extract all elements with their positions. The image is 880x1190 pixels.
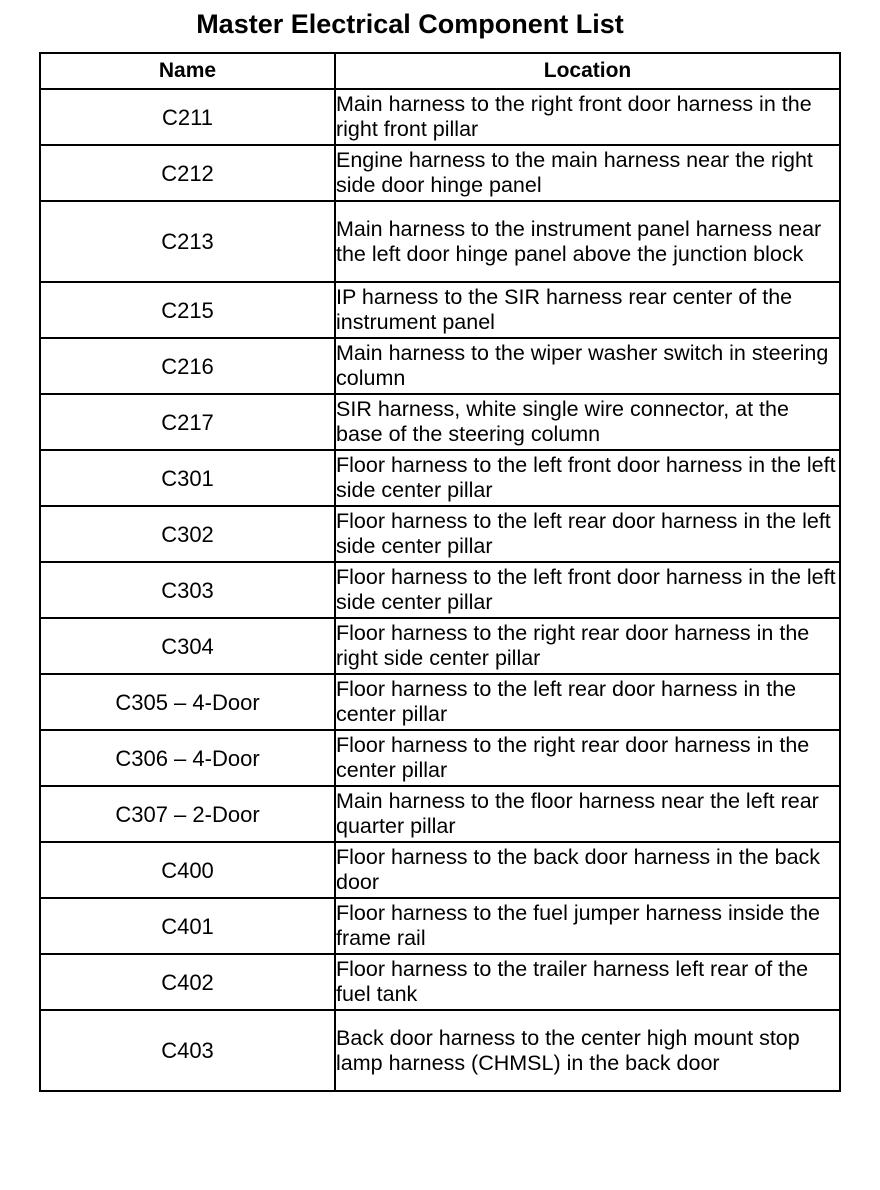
component-name-cell: C304 bbox=[40, 618, 335, 674]
component-location-cell: Floor harness to the right rear door harness in the center pillar bbox=[335, 730, 840, 786]
table-row bbox=[40, 842, 840, 898]
component-location-cell: Floor harness to the trailer harness left rear of the fuel tank bbox=[335, 954, 840, 1010]
component-name-cell: C400 bbox=[40, 842, 335, 898]
table-row bbox=[40, 1010, 840, 1091]
page-title: Master Electrical Component List bbox=[196, 9, 624, 39]
component-name-cell: C306 – 4-Door bbox=[40, 730, 335, 786]
component-location-cell: Main harness to the wiper washer switch in steering column bbox=[335, 338, 840, 394]
component-location-cell: IP harness to the SIR harness rear center of the instrument panel bbox=[335, 282, 840, 338]
table-row bbox=[40, 145, 840, 201]
component-name-cell: C401 bbox=[40, 898, 335, 954]
table-row bbox=[40, 450, 840, 506]
component-name-cell: C302 bbox=[40, 506, 335, 562]
component-name-cell: C403 bbox=[40, 1010, 335, 1091]
component-location-cell: Main harness to the instrument panel harness near the left door hinge panel above the junction block bbox=[335, 201, 840, 282]
table-row bbox=[40, 201, 840, 282]
table-row bbox=[40, 338, 840, 394]
table-row bbox=[40, 282, 840, 338]
component-name-cell: C305 – 4-Door bbox=[40, 674, 335, 730]
component-name-cell: C307 – 2-Door bbox=[40, 786, 335, 842]
component-name-cell: C217 bbox=[40, 394, 335, 450]
component-name-cell: C211 bbox=[40, 89, 335, 145]
component-location-cell: Main harness to the right front door harness in the right front pillar bbox=[335, 89, 840, 145]
table-row bbox=[40, 562, 840, 618]
component-location-cell: Floor harness to the fuel jumper harness inside the frame rail bbox=[335, 898, 840, 954]
table-row bbox=[40, 730, 840, 786]
table-row bbox=[40, 674, 840, 730]
component-name-cell: C216 bbox=[40, 338, 335, 394]
column-header-location: Location bbox=[335, 53, 840, 89]
table-row bbox=[40, 618, 840, 674]
component-location-cell: Floor harness to the left front door harness in the left side center pillar bbox=[335, 562, 840, 618]
component-name-cell: C213 bbox=[40, 201, 335, 282]
component-location-cell: Engine harness to the main harness near the right side door hinge panel bbox=[335, 145, 840, 201]
component-location-cell: Floor harness to the left rear door harness in the center pillar bbox=[335, 674, 840, 730]
component-location-cell: Floor harness to the left front door harness in the left side center pillar bbox=[335, 450, 840, 506]
component-name-cell: C301 bbox=[40, 450, 335, 506]
component-name-cell: C402 bbox=[40, 954, 335, 1010]
component-table bbox=[39, 52, 841, 1092]
component-name-cell: C303 bbox=[40, 562, 335, 618]
table-row bbox=[40, 506, 840, 562]
component-location-cell: Back door harness to the center high mount stop lamp harness (CHMSL) in the back door bbox=[335, 1010, 840, 1091]
table-row bbox=[40, 898, 840, 954]
table-row bbox=[40, 394, 840, 450]
component-location-cell: Main harness to the floor harness near the left rear quarter pillar bbox=[335, 786, 840, 842]
component-location-cell: Floor harness to the right rear door harness in the right side center pillar bbox=[335, 618, 840, 674]
table-row bbox=[40, 89, 840, 145]
component-name-cell: C212 bbox=[40, 145, 335, 201]
component-location-cell: Floor harness to the left rear door harness in the left side center pillar bbox=[335, 506, 840, 562]
table-header-row bbox=[40, 53, 840, 89]
table-row bbox=[40, 954, 840, 1010]
component-location-cell: Floor harness to the back door harness in the back door bbox=[335, 842, 840, 898]
column-header-name: Name bbox=[40, 53, 335, 89]
table-body bbox=[40, 89, 840, 1091]
component-location-cell: SIR harness, white single wire connector, at the base of the steering column bbox=[335, 394, 840, 450]
component-name-cell: C215 bbox=[40, 282, 335, 338]
table-row bbox=[40, 786, 840, 842]
